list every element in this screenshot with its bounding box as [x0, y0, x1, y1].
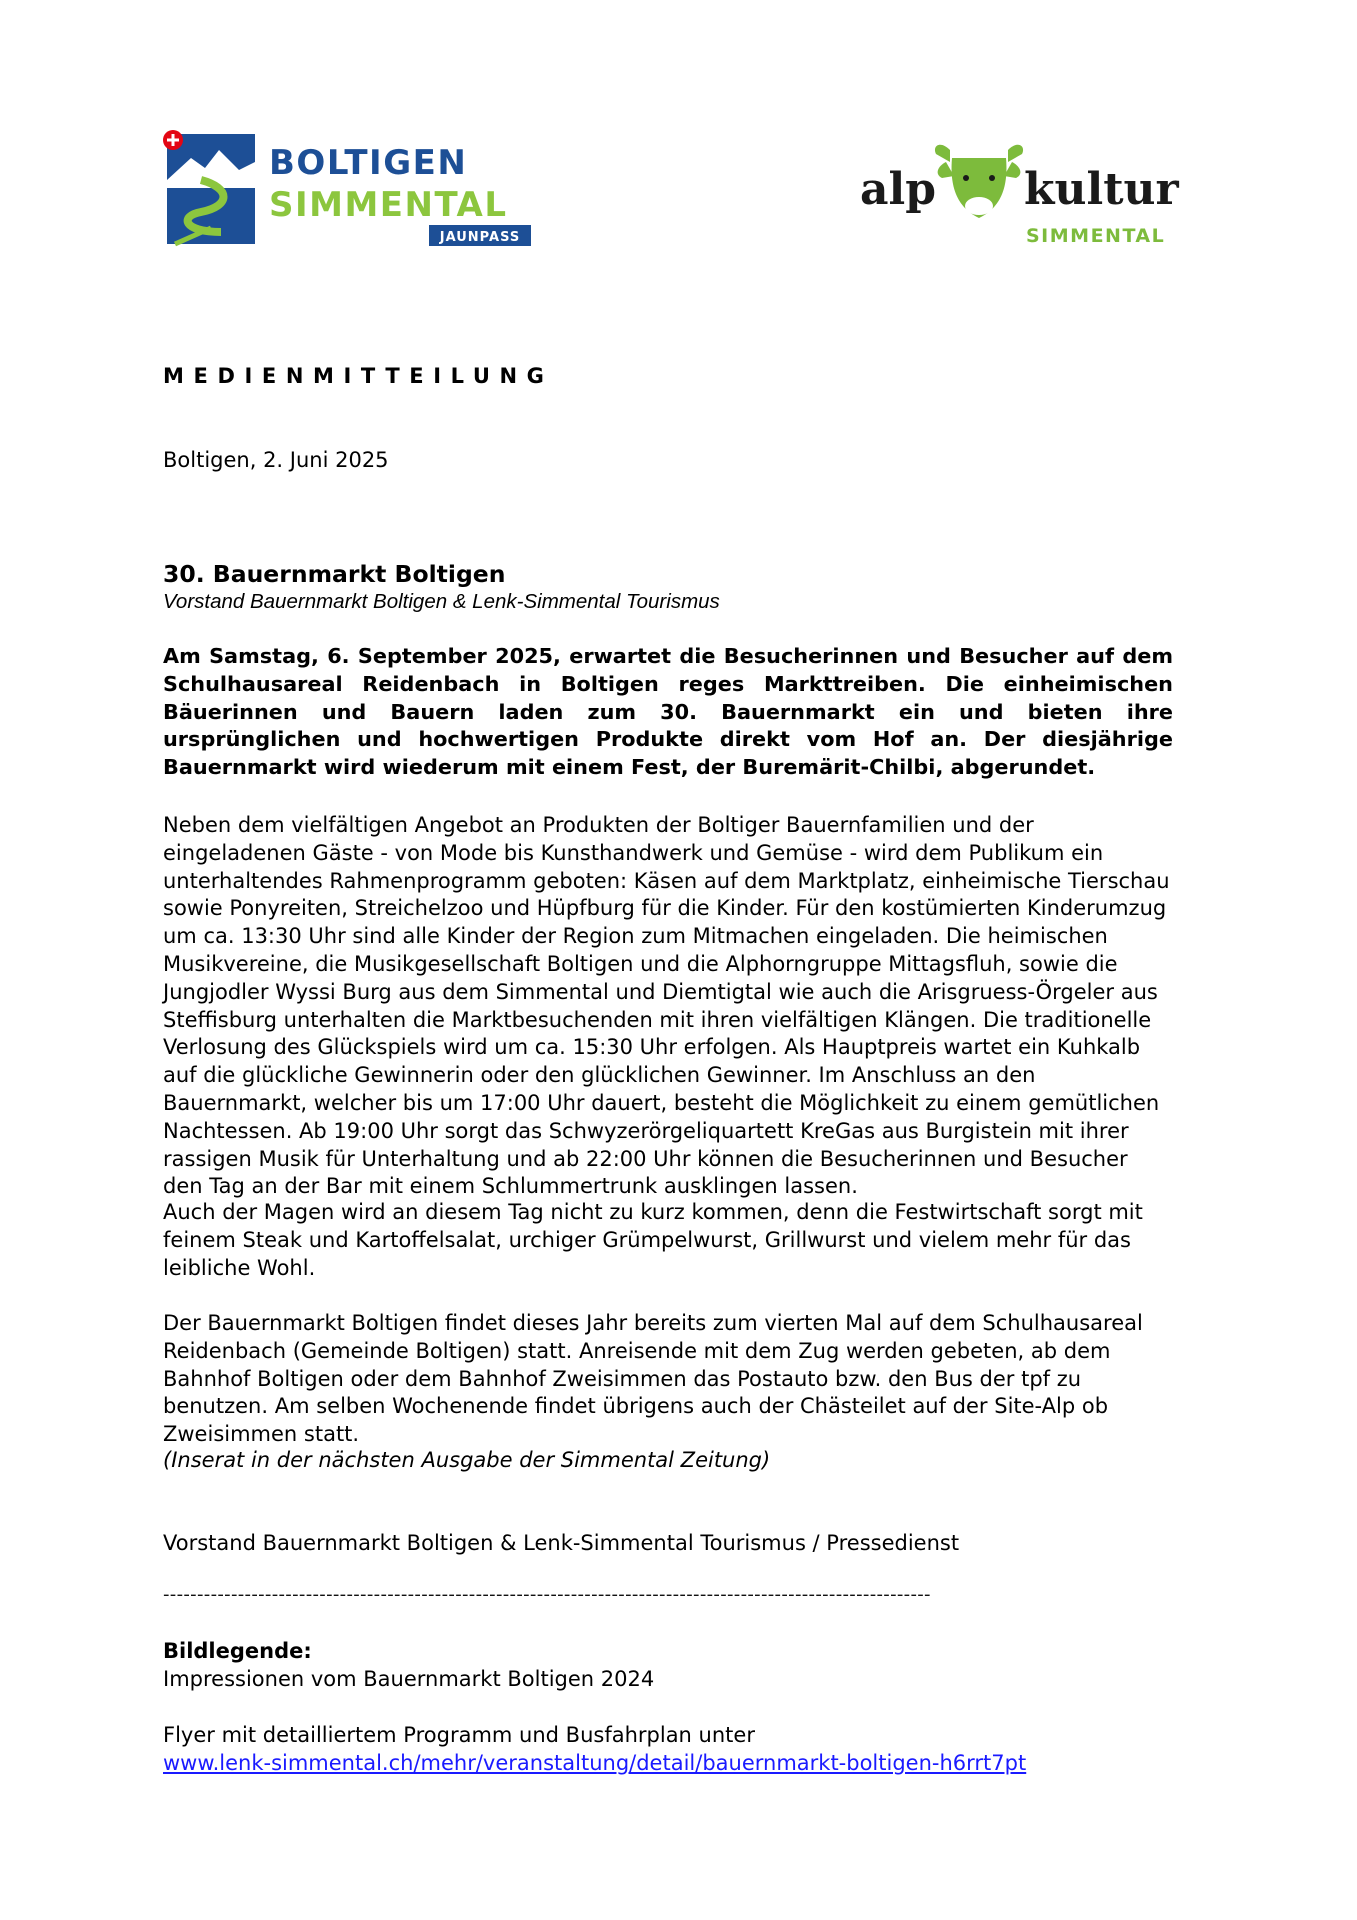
- lead-paragraph: Am Samstag, 6. September 2025, erwartet die Besucherinnen und Besucher auf dem Schulhausareal Reidenbach in Boltigen reges Markttreiben. Die einheimischen Bäuerinnen und Bauern laden zum 30. Bauernmarkt ein und bieten ihre ursprünglichen und hochwertigen Produkte direkt vom Hof an. Der diesjährige Bauernmarkt wird wiederum mit einem Fest, der Buremärit-Chilbi, abgerundet.: [163, 644, 1173, 780]
- article-title: 30. Bauernmarkt Boltigen: [163, 560, 506, 588]
- body-paragraph-program: Neben dem vielfältigen Angebot an Produkten der Boltiger Bauernfamilien und der eingeladenen Gäste - von Mode bis Kunsthandwerk und Gemüse - wird dem Publikum ein unterhaltendes Rahmenprogramm geboten: Käsen auf dem Marktplatz, einheimische Tierschau sowie Ponyreiten, Streichelzoo und Hüpfburg für die Kinder. Für den kostümierten Kinderumzug um ca. 13:30 Uhr sind alle Kinder der Region zum Mitmachen eingeladen. Die heimischen Musikvereine, die Musikgesellschaft Boltigen und die Alphorngruppe Mittagsfluh, sowie die Jungjodler Wyssi Burg aus dem Simmental und Diemtigtal wie auch die Arisgruess-Örgeler aus Steffisburg unterhalten die Marktbesuchenden mit ihren vielfältigen Klängen. Die traditionelle Verlosung des Glückspiels wird um ca. 15:30 Uhr erfolgen. Als Hauptpreis wartet ein Kuhkalb auf die glückliche Gewinnerin oder den glücklichen Gewinner. Im Anschluss an den Bauernmarkt, welcher bis um 17:00 Uhr dauert, besteht die Möglichkeit zu einem gemütlichen Nachtessen. Ab 19:00 Uhr sorgt das Schwyzerörgeliquartett KreGas aus Burgistein mit ihrer rassigen Musik für Unterhaltung und ab 22:00 Uhr können die Besucherinnen und Besucher den Tag an der Bar mit einem Schlummertrunk ausklingen lassen.: [163, 813, 1170, 1199]
- logo-text-simmental: SIMMENTAL: [269, 185, 508, 225]
- logo-text-boltigen: BOLTIGEN: [269, 143, 468, 183]
- document-type-heading: MEDIENMITTEILUNG: [163, 364, 554, 388]
- cow-head-icon: [935, 145, 1023, 218]
- image-legend-text: Impressionen vom Bauernmarkt Boltigen 2024: [163, 1667, 655, 1691]
- article-subtitle: Vorstand Bauernmarkt Boltigen & Lenk-Simmental Tourismus: [163, 590, 720, 613]
- ad-note: (Inserat in der nächsten Ausgabe der Simmental Zeitung): [163, 1448, 771, 1472]
- flyer-info: [163, 1722, 1173, 1778]
- logo-text-simmental-green: SIMMENTAL: [1026, 225, 1166, 247]
- logo-text-alp: alp: [860, 164, 936, 215]
- alpkultur-logo: [858, 132, 1179, 252]
- logo-text-jaunpass: JAUNPASS: [439, 230, 521, 245]
- separator-line: -----------------------------------------------------------------------------------------------------------------: [163, 1584, 931, 1605]
- logo-text-kultur: kultur: [1024, 164, 1179, 215]
- boltigen-simmental-logo: [161, 128, 537, 252]
- flyer-link[interactable]: www.lenk-simmental.ch/mehr/veranstaltung/detail/bauernmarkt-boltigen-h6rrt7pt: [163, 1750, 1027, 1775]
- image-legend-heading: Bildlegende:: [163, 1639, 312, 1663]
- body-paragraph-food: Auch der Magen wird an diesem Tag nicht zu kurz kommen, denn die Festwirtschaft sorgt mit feinem Steak und Kartoffelsalat, urchiger Grümpelwurst, Grillwurst und vielem mehr für das leibliche Wohl.: [163, 1200, 1143, 1280]
- flyer-text: Flyer mit detailliertem Programm und Busfahrplan unter: [163, 1723, 755, 1747]
- signature-line: Vorstand Bauernmarkt Boltigen & Lenk-Simmental Tourismus / Pressedienst: [163, 1531, 960, 1555]
- body-paragraph-location: Der Bauernmarkt Boltigen findet dieses Jahr bereits zum vierten Mal auf dem Schulhausareal Reidenbach (Gemeinde Boltigen) statt. Anreisende mit dem Zug werden gebeten, ab dem Bahnhof Boltigen oder dem Bahnhof Zweisimmen das Postauto bzw. den Bus der tpf zu benutzen. Am selben Wochenende findet übrigens auch der Chästeilet auf der Site-Alp ob Zweisimmen statt.: [163, 1311, 1143, 1447]
- dateline: Boltigen, 2. Juni 2025: [163, 448, 389, 472]
